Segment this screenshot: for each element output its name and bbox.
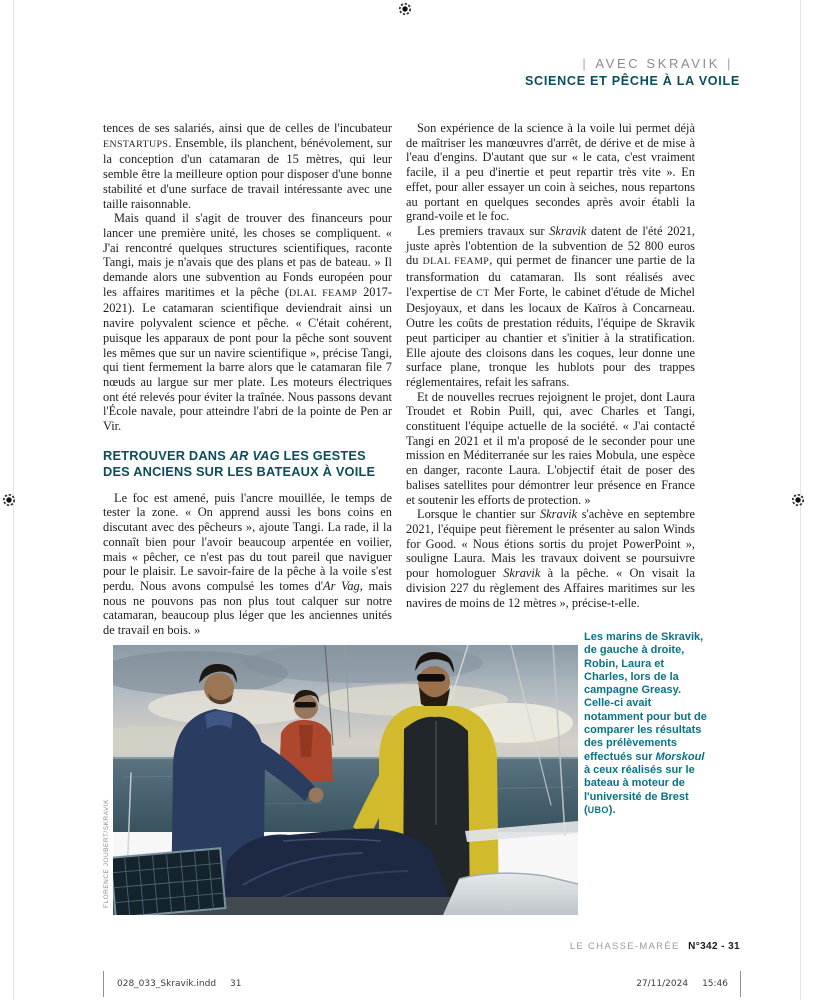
section-kicker bbox=[360, 56, 740, 71]
kicker-bar: | bbox=[582, 56, 589, 71]
body-paragraph: Le foc est amené, puis l'ancre mouillée, le temps de tester la zone. « On apprend aussi les bons coins en discutant avec des pêcheurs », ajoute Tangi. La rade, il la connaît bien pour l'avoir beaucoup arpentée en voilier, mais « pêcher, ce n'est pas du tout pareil que naviguer pour le plaisir. Le savoir-faire de la pêche à la voile s'est perdu. Nous avons compulsé les tomes d'Ar Vag, mais nous ne pouvons pas non plus tout calquer sur notre catamaran, beaucoup plus léger que les anciennes unités de travail en bois. » bbox=[103, 490, 392, 638]
body-paragraph: tences de ses salariés, ainsi que de celles de l'incubateur ENSTARTUPS. Ensemble, ils planchent, bénévolement, sur la conception d'un catamaran de 15 mètres, qui leur semble être la meilleure option pour disposer d'une bonne stabilité et d'une surface de travail intéressante avec une taille raisonnable. bbox=[103, 121, 392, 211]
kicker-bar: | bbox=[727, 56, 733, 71]
right-column bbox=[406, 121, 695, 638]
left-column bbox=[103, 121, 392, 638]
registration-mark-icon bbox=[398, 2, 412, 16]
slug-time: 15:46 bbox=[702, 979, 728, 989]
slug-page: 31 bbox=[230, 979, 242, 989]
registration-mark-icon bbox=[2, 493, 16, 507]
page-footer bbox=[400, 936, 740, 954]
photo-caption: Les marins de Skravik, de gauche à droite, Robin, Laura et Charles, lors de la campagne Greasy. Celle-ci avait notamment pour but de comparer les résultats des prélèvements effectués sur Morskoul à ceux réalisés sur le bateau à moteur de l'université de Brest (UBO). bbox=[584, 631, 707, 816]
body-paragraph: Et de nouvelles recrues rejoignent le projet, dont Laura Troudet et Robin Puill, qui, avec Charles et Tangi, constituent l'équipe actuelle de la société. « J'ai contacté Tangi en 2021 et il m'a proposé de le seconder pour une mission en Méditerranée sur les raies Mobula, une espèce en danger, raconte Laura. L'objectif était de poser des balises satellites pour démontrer leur présence en France et soutenir les efforts de protection. » bbox=[406, 389, 695, 507]
page-title: SCIENCE ET PÊCHE À LA VOILE bbox=[524, 74, 740, 88]
photo-credit: FLORENCE JOUBERT/SKRAVIK bbox=[103, 799, 110, 908]
kicker-text: AVEC SKRAVIK bbox=[595, 56, 721, 71]
crop-mark-right bbox=[740, 971, 741, 997]
slug-datetime bbox=[636, 979, 728, 989]
page-header bbox=[360, 56, 740, 88]
body-paragraph: Les premiers travaux sur Skravik datent de l'été 2021, juste après l'obtention de la subvention de 52 800 euros du DLAL FEAMP, qui permet de financer une partie de la transformation du catamaran. Ils sont réalisés avec l'expertise de CT Mer Forte, le cabinet d'étude de Michel Desjoyaux, et dans les locaux de Kaïros à Concarneau. Outre les coûts de prestation réduits, l'équipe de Skravik peut participer au chantier et s'initier à la stratification. Elle ajoute des cloisons dans les coques, leur donne une surface plane, tronque les hublots pour des trappes réglementaires, refait les safrans. bbox=[406, 223, 695, 389]
photo-illustration bbox=[113, 645, 578, 915]
photo-sailboat-crew bbox=[113, 645, 578, 915]
slug-file bbox=[117, 979, 241, 989]
body-paragraph: Son expérience de la science à la voile lui permet déjà de maîtriser les manœuvres d'arrêt, de dérive et de mise à l'eau d'engins. D'autant que sur « le cata, c'est vraiment facile, il a peu d'inertie et peut repartir très vite ». En effet, pour aller essayer un coin à seiches, nous repartons au portant en quelques secondes après avoir établi la grand-voile et le foc. bbox=[406, 121, 695, 224]
crop-mark-left bbox=[103, 971, 104, 997]
body-paragraph: Lorsque le chantier sur Skravik s'achève en septembre 2021, l'équipe peut fièrement le présenter au salon Winds for Good. « Nous étions sortis du projet PowerPoint », souligne Laura. Mais les travaux doivent se poursuivre pour homologuer Skravik à la pêche. « On visait la division 227 du règlement des Affaires maritimes sur les navires de moins de 12 mètres », précise-t-elle. bbox=[406, 507, 695, 610]
slug-date: 27/11/2024 bbox=[636, 979, 689, 989]
body-paragraph: Mais quand il s'agit de trouver des financeurs pour lancer une première unité, les choses se compliquent. « J'ai rencontré quelques structures scientifiques, raconte Tangi, mais je n'avais que des plans et pas de bateau. » Il demande alors une subvention au Fonds européen pour les affaires maritimes et la pêche (DLAL FEAMP 2017-2021). Le catamaran scientifique deviendrait ainsi un navire polyvalent science et pêche. « C'était cohérent, puisque les apparaux de pont pour la pêche sont souvent les mêmes que sur un navire scientifique », précise Tangi, qui tient fermement la barre alors que le catamaran file 7 nœuds au largue sur mer plate. Les moteurs électriques ont été relevés pour éviter la traînée. Nous passons devant l'École navale, pour atteindre l'abri de la pointe de Pen ar Vir. bbox=[103, 211, 393, 434]
section-heading: RETROUVER DANS AR VAG LES GESTES DES ANCIENS SUR LES BATEAUX À VOILE bbox=[103, 447, 376, 480]
registration-mark-icon bbox=[791, 493, 805, 507]
issue-page-number: N°342 - 31 bbox=[688, 941, 740, 952]
slug-filename: 028_033_Skravik.indd bbox=[117, 979, 217, 989]
magazine-name: LE CHASSE-MARÉE bbox=[569, 941, 680, 952]
article-body bbox=[103, 121, 695, 638]
